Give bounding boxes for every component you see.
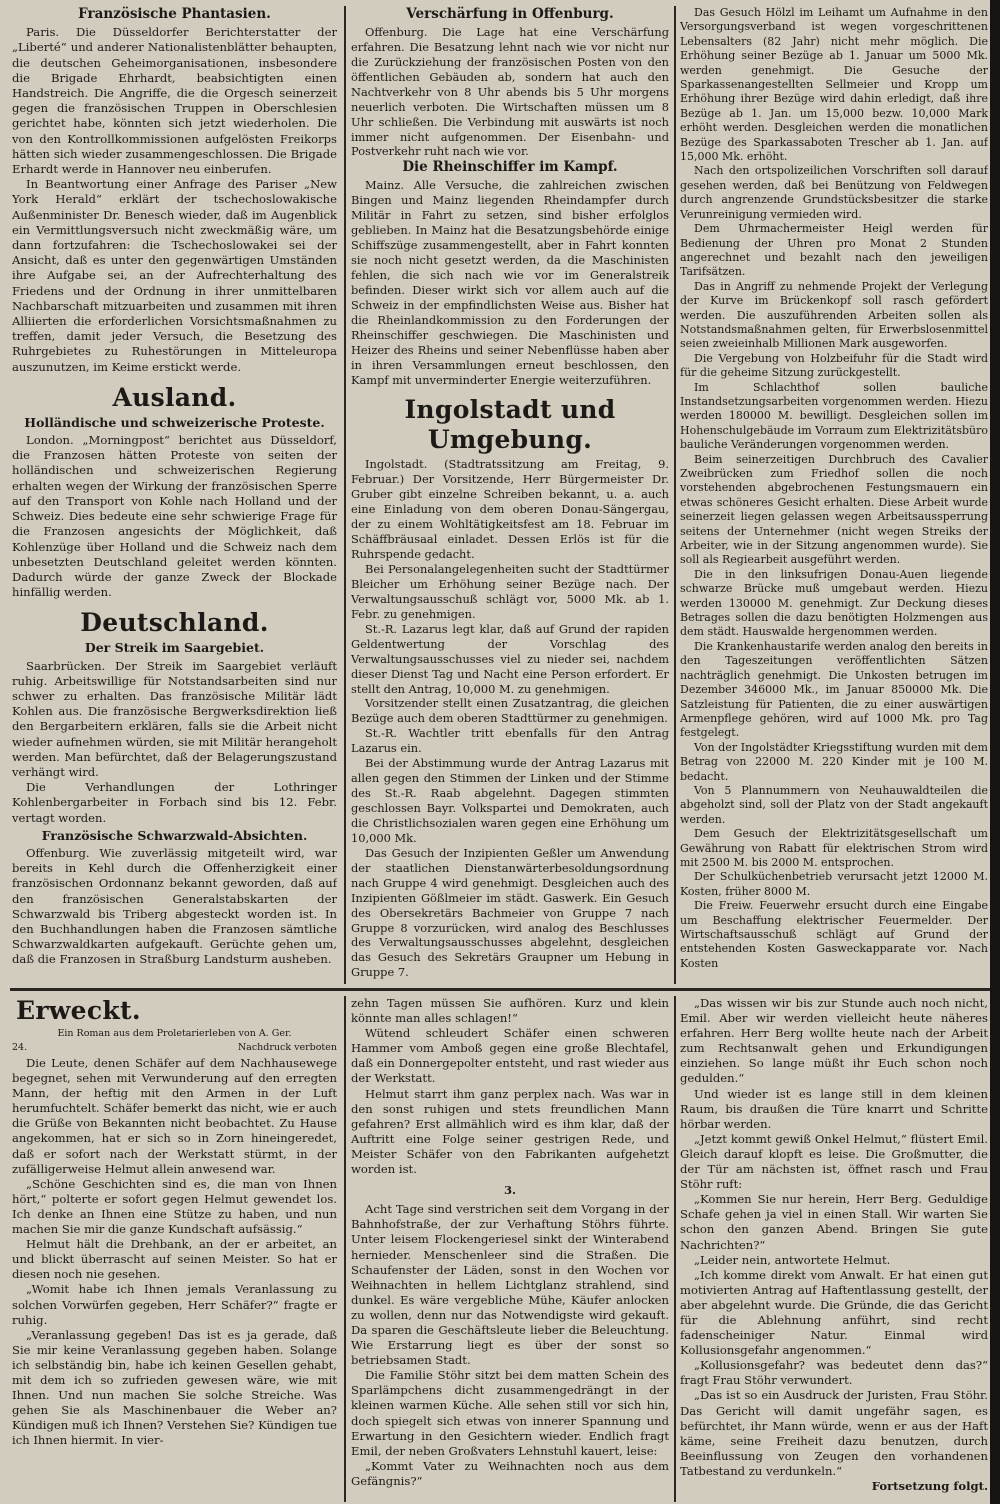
paragraph: Von 5 Plannummern von Neuhauwaldteilen die abgeholzt sind, soll der Platz von der Stadt angekauft werden.	[680, 783, 988, 826]
article-headline: Holländische und schweizerische Proteste.	[24, 414, 325, 430]
paragraph: Saarbrücken. Der Streik im Saargebiet verläuft ruhig. Arbeitswillige für Notstandsarbeiten sind nur schwer zu erhalten. Das französische Militär lädt Kohlen aus. Die französische Bergwerksdirektion ließ den Bergarbeitern erklären, falls sie die Arbeit nicht wieder aufnehmen würden, sie mit Militär herangeholt werden. Man befürchtet, daß der Belagerungszustand verhängt wird.	[12, 658, 337, 779]
serial-title: Erweckt.	[16, 996, 141, 1025]
paragraph: zehn Tagen müssen Sie aufhören. Kurz und klein könnte man alles schlagen!“	[351, 996, 669, 1026]
paragraph: Das Gesuch Hölzl im Leihamt um Aufnahme in den Versorgungsverband ist wegen vorgeschrittenen Lebensalters (82 Jahr) nicht mehr möglich. Die Erhöhung seiner Bezüge ab 1. Januar um 5000 Mk. werden genehmigt. Die Gesuche der Sparkassenangestellten Sellmeier und Kropp um Erhöhung ihrer Bezüge wird dahin erledigt, daß ihre Bezüge ab 1. Jan. um 15,000 bezw. 10,000 Mark erhöht werden. Desgleichen werden die monatlichen Bezüge des Sparkassaboten Trescher ab 1. Jan. auf 15,000 Mk. erhöht.	[680, 6, 988, 164]
paragraph: „Leider nein, antwortete Helmut.	[694, 1252, 891, 1267]
paragraph: „Kommt Vater zu Weihnachten noch aus dem Gefängnis?“	[351, 1458, 669, 1488]
paragraph: „Kommen Sie nur herein, Herr Berg. Geduldige Schafe gehen ja viel in einen Stall. Wir warten Sie schon den ganzen Abend. Bringen Sie gute Nachrichten?“	[680, 1192, 988, 1252]
paragraph: Das Gesuch der Inzipienten Geßler um Anwendung der staatlichen Dienstanwärterbesoldungsordnung nach Gruppe 4 wird genehmigt. Desgleichen auch des Inzipienten Gößlmeier im städt. Gaswerk. Ein Gesuch des Obersekretärs Bachmeier von Gruppe 7 nach Gruppe 8 vorzurücken, wird analog des Beschlusses des Verwaltungsausschusses abgelehnt, desgleichen das Gesuch des Sekretärs Graupner um Hebung in Gruppe 7.	[351, 845, 669, 980]
serial-column-2	[351, 996, 669, 1502]
paragraph: Die Familie Stöhr sitzt bei dem matten Schein des Sparlämpchens dicht zusammengedrängt in der kleinen warmen Küche. Alle sehen still vor sich hin, doch spiegelt sich etwas von innerer Spannung und Erwartung in den Gesichtern wieder. Endlich fragt Emil, der neben Großvaters Lehnstuhl kauert, leise:	[351, 1368, 669, 1458]
column-rule	[344, 996, 346, 1502]
section-heading: Deutschland.	[80, 608, 269, 638]
paragraph: London. „Morningpost“ berichtet aus Düsseldorf, die Franzosen hätten Proteste von seiten der holländischen und schweizerischen Regierung erhalten wegen der Wirkung der französischen Sperre auf den Transport von Kohle nach Holland und der Schweiz. Dies bedeute eine sehr schwierige Frage für die Franzosen angesichts der Möglichkeit, daß Kohlenzüge über Holland und die Schweiz nach dem unbesetzten Deutschland geleitet werden könnten. Dadurch würde der ganze Zweck der Blockade hinfällig werden.	[12, 433, 337, 600]
reprint-notice: Nachdruck verboten	[237, 1042, 337, 1053]
paragraph: Ingolstadt. (Stadtratssitzung am Freitag, 9. Februar.) Der Vorsitzende, Herr Bürgermeister Dr. Gruber gibt einzelne Schreiben bekannt, u. a. auch eine Einladung von dem oberen Donau-Sängergau, der zu einem Wohltätigkeitsfest am 18. Februar im Schäffbräusaal einladet. Dessen Erlös ist für die Ruhrspende gedacht.	[351, 457, 669, 562]
paragraph: Nach den ortspolizeilichen Vorschriften soll darauf gesehen werden, daß bei Benützung von Feldwegen durch angrenzende Grundstücksbesitzer die starke Verunreinigung vermieden wird.	[680, 164, 988, 221]
article-headline: Der Streik im Saargebiet.	[84, 640, 265, 656]
paragraph: Der Schulküchenbetrieb verursacht jetzt 12000 M. Kosten, früher 8000 M.	[680, 870, 988, 898]
paragraph: „Das ist so ein Ausdruck der Juristen, Frau Stöhr. Das Gericht will damit ungefähr sagen, es befürchtet, ihr Mann würde, wenn er aus der Haft käme, seine Freiheit dazu benutzen, durch Beeinflussung von Zeugen den vorhandenen Tatbestand zu verdunkeln.“	[680, 1388, 988, 1478]
article-headline: Französische Schwarzwald-Absichten.	[41, 827, 308, 843]
paragraph: „Ich komme direkt vom Anwalt. Er hat einen gut motivierten Antrag auf Haftentlassung gestellt, der aber abgelehnt wurde. Die Gründe, die das Gericht für die Ablehnung anführt, sind recht fadenscheiniger Natur. Einmal wird Kollusionsgefahr angenommen.“	[680, 1267, 988, 1358]
column-top-2	[351, 6, 669, 984]
column-rule	[674, 6, 676, 984]
paragraph: Paris. Die Düsseldorfer Berichterstatter der „Liberté“ und anderer Nationalistenblätter behaupten, die deutschen Geheimorganisationen, insbesondere die Brigade Ehrhardt, beabsichtigten einen Handstreich. Die Angriffe, die die Orgesch seinerzeit gegen die französischen Truppen in Oberschlesien gerichtet habe, könnten sich jetzt wiederholen. Die von den Kontrollkommissionen aufgelösten Freikorps hätten sich wieder zusammengeschlossen. Die Brigade Erhardt werde in Hannover neu einberufen.	[12, 25, 337, 177]
serial-column-1	[12, 996, 337, 1502]
serial-subtitle: Ein Roman aus dem Proletarierleben von A. Ger.	[57, 1028, 292, 1039]
serial-text	[12, 1056, 337, 1448]
paragraph: Offenburg. Die Lage hat eine Verschärfung erfahren. Die Besatzung lehnt nach wie vor nicht nur die Zurückziehung der französischen Posten von den öffentlichen Gebäuden ab, sondern hat auch den Nachtverkehr von 8 Uhr abends bis 5 Uhr morgens neuerlich verboten. Die Wirtschaften müssen um 8 Uhr schließen. Die Verbindung mit auswärts ist noch immer nicht aufgenommen. Der Eisenbahn- und Postverkehr ruht nach wie vor.	[351, 24, 669, 159]
paragraph: „Veranlassung gegeben! Das ist es ja gerade, daß Sie mir keine Veranlassung gegeben haben. Solange ich selbständig bin, habe ich keinen Gesellen gehabt, mit dem ich so zufrieden gewesen wäre, wie mit Ihnen. Und nun machen Sie solche Streiche. Was gehen Sie als Maschinenbauer die Weber an? Kündigen muß ich Ihnen? Verstehen Sie? Kündigen tue ich Ihnen hiermit. In vier-	[12, 1327, 337, 1448]
paragraph: Acht Tage sind verstrichen seit dem Vorgang in der Bahnhofstraße, der zur Verhaftung Stöhrs führte. Unter leisem Flockengeriesel sinkt der Winterabend hernieder. Menschenleer sind die Straßen. Die Schaufenster der Läden, sonst in den Wochen vor Weihnachten in hellem Lichtglanz strahlend, sind dunkel. Es wäre vergebliche Mühe, Käufer anlocken zu wollen, denn nur das Notwendigste wird gekauft. Da sparen die Geschäftsleute lieber die Beleuchtung. Wie Erstarrung liegt es über der sonst so betriebsamen Stadt.	[351, 1202, 669, 1368]
paragraph: Die Leute, denen Schäfer auf dem Nachhausewege begegnet, sehen mit Verwunderung auf den erregten Mann, der heftig mit den Armen in der Luft herumfuchtelt. Schäfer bemerkt das nicht, wie er auch die Grüße von Bekannten nicht beobachtet. Zu Hause angekommen, hat er sich so in Zorn hineingeredet, daß er sofort nach der Werkstatt stürmt, in der zufälligerweise Helmut allein anwesend war.	[12, 1056, 337, 1176]
article-headline: Verschärfung in Offenburg.	[406, 6, 614, 22]
paragraph: Offenburg. Wie zuverlässig mitgeteilt wird, war bereits in Kehl durch die Offenherzigkeit einer französischen Ordonnanz bekannt geworden, daß auf den französischen Generalstabskarten der Schwarzwald bis Triberg abgesteckt worden ist. In den Buchhandlungen haben die Franzosen sämtliche Schwarzwaldkarten aufgekauft. Gerüchte gehen um, daß die Franzosen in Straßburg Landsturm ausheben.	[12, 845, 337, 967]
paragraph: Helmut starrt ihm ganz perplex nach. Was war in den sonst ruhigen und stets freundlichen Mann gefahren? Erst allmählich wird es ihm klar, daß der Auftritt eine Folge seiner gestrigen Rede, und Meister Schäfer von den Fabrikanten aufgehetzt worden ist.	[351, 1086, 669, 1177]
serial-meta	[12, 1042, 337, 1054]
page-edge-shadow	[990, 0, 1000, 1504]
section-heading: Ausland.	[112, 382, 237, 412]
column-rule	[344, 6, 346, 984]
paragraph: St.-R. Lazarus legt klar, daß auf Grund der rapiden Geldentwertung der Vorschlag des Verwaltungsausschusses viel zu nieder sei, nachdem dieser Dienst Tag und Nacht eine Person erfordert. Er stellt den Antrag, 10,000 M. zu genehmigen.	[351, 621, 669, 696]
paragraph: Die Verhandlungen der Lothringer Kohlenbergarbeiter in Forbach sind bis 12. Febr. vertagt worden.	[12, 780, 337, 825]
paragraph: Und wieder ist es lange still in dem kleinen Raum, bis draußen die Türe knarrt und Schritte hörbar werden.	[680, 1086, 988, 1131]
article-headline: Die Rheinschiffer im Kampf.	[402, 159, 618, 176]
continuation-note: Fortsetzung folgt.	[871, 1479, 988, 1493]
paragraph: Das in Angriff zu nehmende Projekt der Verlegung der Kurve im Brückenkopf soll rasch gefördert werden. Die auszuführenden Arbeiten sollen als Notstandsmaßnahmen gelten, für Erwerbslosenmittel seien zweieinhalb Millionen Mark ausgeworfen.	[680, 279, 988, 351]
paragraph: Von der Ingolstädter Kriegsstiftung wurden mit dem Betrag von 22000 M. 220 Kinder mit je 100 M. bedacht.	[680, 740, 988, 783]
serial-column-3	[680, 996, 988, 1502]
column-top-3	[680, 6, 988, 984]
column-rule	[674, 996, 676, 1502]
paragraph: Bei der Abstimmung wurde der Antrag Lazarus mit allen gegen den Stimmen der Linken und der Stimme des St.-R. Raab abgelehnt. Dagegen stimmten geschlossen Bayr. Volkspartei und Demokraten, auch die Christlichsozialen waren gegen eine Erhöhung um 10,000 Mk.	[351, 756, 669, 845]
article-headline: Französische Phantasien.	[78, 6, 271, 22]
paragraph: Vorsitzender stellt einen Zusatzantrag, die gleichen Bezüge auch dem oberen Stadttürmer zu genehmigen.	[351, 696, 669, 726]
paragraph: Mainz. Alle Versuche, die zahlreichen zwischen Bingen und Mainz liegenden Rheindampfer durch Militär in Fahrt zu setzen, sind bisher erfolglos geblieben. In Mainz hat die Besatzungsbehörde einige Schiffszüge zusammengestellt, aber in Fahrt konnten sie noch nicht gesetzt werden, da die Maschinisten fehlen, die sich nach wie vor im Generalstreik befinden. Dieser wirkt sich vor allem auch auf die Schweiz in der empfindlichsten Weise aus. Bisher hat die Rheinlandkommission zu den Forderungen der Rheinschiffer geschwiegen. Die Maschinisten und Heizer des Rheins und seiner Nebenflüsse haben aber in ihren Versammlungen erneut beschlossen, den Kampf mit unverminderter Energie weiterzuführen.	[351, 178, 669, 387]
column-top-1	[12, 6, 337, 984]
section-rule	[10, 988, 990, 991]
paragraph: Die Krankenhaustarife werden analog den bereits in den Tageszeitungen veröffentlichten Sätzen nachträglich genehmigt. Die Unkosten betrugen im Dezember 346000 Mk., im Januar 850000 Mk. Die Satzleistung für Patienten, die zu einer auswärtigen Armenpflege gehören, wird auf 1000 Mk. pro Tag festgelegt.	[680, 639, 988, 740]
serial-number: 24.	[12, 1042, 28, 1053]
paragraph: „Schöne Geschichten sind es, die man von Ihnen hört,“ polterte er sofort gegen Helmut gewendet los. Ich denke an Ihnen eine Stütze zu haben, und nun machen Sie mir die ganze Kundschaft aufsässig.“	[12, 1176, 337, 1237]
paragraph: Bei Personalangelegenheiten sucht der Stadttürmer Bleicher um Erhöhung seiner Bezüge nach. Der Verwaltungsausschuß schlägt vor, 5000 Mk. ab 1. Febr. zu genehmigen.	[351, 562, 669, 621]
paragraph: Die in den linksufrigen Donau-Auen liegende schwarze Brücke muß umgebaut werden. Hiezu werden 130000 M. genehmigt. Zur Deckung dieses Betrages sollen die dazu benötigten Holzmengen aus dem städt. Hauswalde hergenommen werden.	[680, 567, 988, 639]
paragraph: Wütend schleudert Schäfer einen schweren Hammer vom Amboß gegen eine große Blechtafel, daß ein Donnergepolter entsteht, und rast wieder aus der Werkstatt.	[351, 1026, 669, 1086]
paragraph: Beim seinerzeitigen Durchbruch des Cavalier Zweibrücken zum Friedhof sollen die noch vorstehenden abgebrochenen Festungsmauern ein etwas schöneres Gesicht erhalten. Diese Arbeit wurde seinerzeit liegen gelassen wegen Arbeitsaussperrung seitens der Unternehmer (nicht wegen Streiks der Arbeiter, wie in der Sitzung angenommen wurde). Sie soll als Regiearbeit ausgeführt werden.	[680, 452, 988, 567]
section-heading: Ingolstadt und Umgebung.	[404, 395, 616, 455]
chapter-number: 3.	[503, 1183, 517, 1198]
paragraph: Die Vergebung von Holzbeifuhr für die Stadt wird für die geheime Sitzung zurückgestellt.	[680, 351, 988, 380]
paragraph: Dem Gesuch der Elektrizitätsgesellschaft um Gewährung von Rabatt für elektrischen Strom wird mit 2500 M. bis 2000 M. entsprochen.	[680, 827, 988, 869]
paragraph: Die Freiw. Feuerwehr ersucht durch eine Eingabe um Beschaffung elektrischer Feuermelder. Der Wirtschaftsausschuß schlägt auf Grund der entstehenden Kosten Gasweckapparate vor. Nach Kosten	[680, 899, 988, 970]
paragraph: „Womit habe ich Ihnen jemals Veranlassung zu solchen Vorwürfen gegeben, Herr Schäfer?“ fragte er ruhig.	[12, 1282, 337, 1327]
paragraph: „Jetzt kommt gewiß Onkel Helmut,“ flüstert Emil. Gleich darauf klopft es leise. Die Großmutter, die der Tür am nächsten ist, öffnet rasch und Frau Stöhr ruft:	[680, 1131, 988, 1192]
paragraph: „Kollusionsgefahr? was bedeutet denn das?“ fragt Frau Stöhr verwundert.	[680, 1358, 988, 1388]
paragraph: Helmut hält die Drehbank, an der er arbeitet, an und blickt überrascht auf seinen Meister. So hat er diesen noch nie gesehen.	[12, 1237, 337, 1282]
paragraph: „Das wissen wir bis zur Stunde auch noch nicht, Emil. Aber wir werden vielleicht heute näheres erfahren. Herr Berg wollte heute nach der Arbeit zum Rechtsanwalt gehen und Erkundigungen einziehen. So lange müßt ihr Euch schon noch gedulden.“	[680, 996, 988, 1086]
paragraph: St.-R. Wachtler tritt ebenfalls für den Antrag Lazarus ein.	[351, 726, 669, 756]
paragraph: In Beantwortung einer Anfrage des Pariser „New York Herald“ erklärt der tschechoslowakische Außenminister Dr. Benesch wieder, daß im Augenblick ein Vermittlungsversuch nicht zweckmäßig wäre, um dann fortzufahren: die Tschechoslowakei sei der Ansicht, daß es unter den gegenwärtigen Umständen ihre Aufgabe sei, an der Aufrechterhaltung des Friedens und der Ordnung in ihrer unmittelbaren Nachbarschaft mitzuarbeiten und zusammen mit ihren Alliierten die erforderlichen Vorsichtsmaßnahmen zu treffen, damit jeder Versuch, die Besetzung des Ruhrgebietes zu Ruhestörungen in Mitteleuropa auszunutzen, im Keime erstickt werde.	[12, 177, 337, 374]
paragraph: Dem Uhrmachermeister Heigl werden für Bedienung der Uhren pro Monat 2 Stunden angerechnet und bezahlt nach den jeweiligen Tarifsätzen.	[680, 222, 988, 279]
paragraph: Im Schlachthof sollen bauliche Instandsetzungsarbeiten vorgenommen werden. Hiezu werden 180000 M. bewilligt. Desgleichen sollen im Hohenschulgebäude im Vorraum zum Elektrizitätsbüro bauliche Veränderungen vorgenommen werden.	[680, 380, 988, 452]
